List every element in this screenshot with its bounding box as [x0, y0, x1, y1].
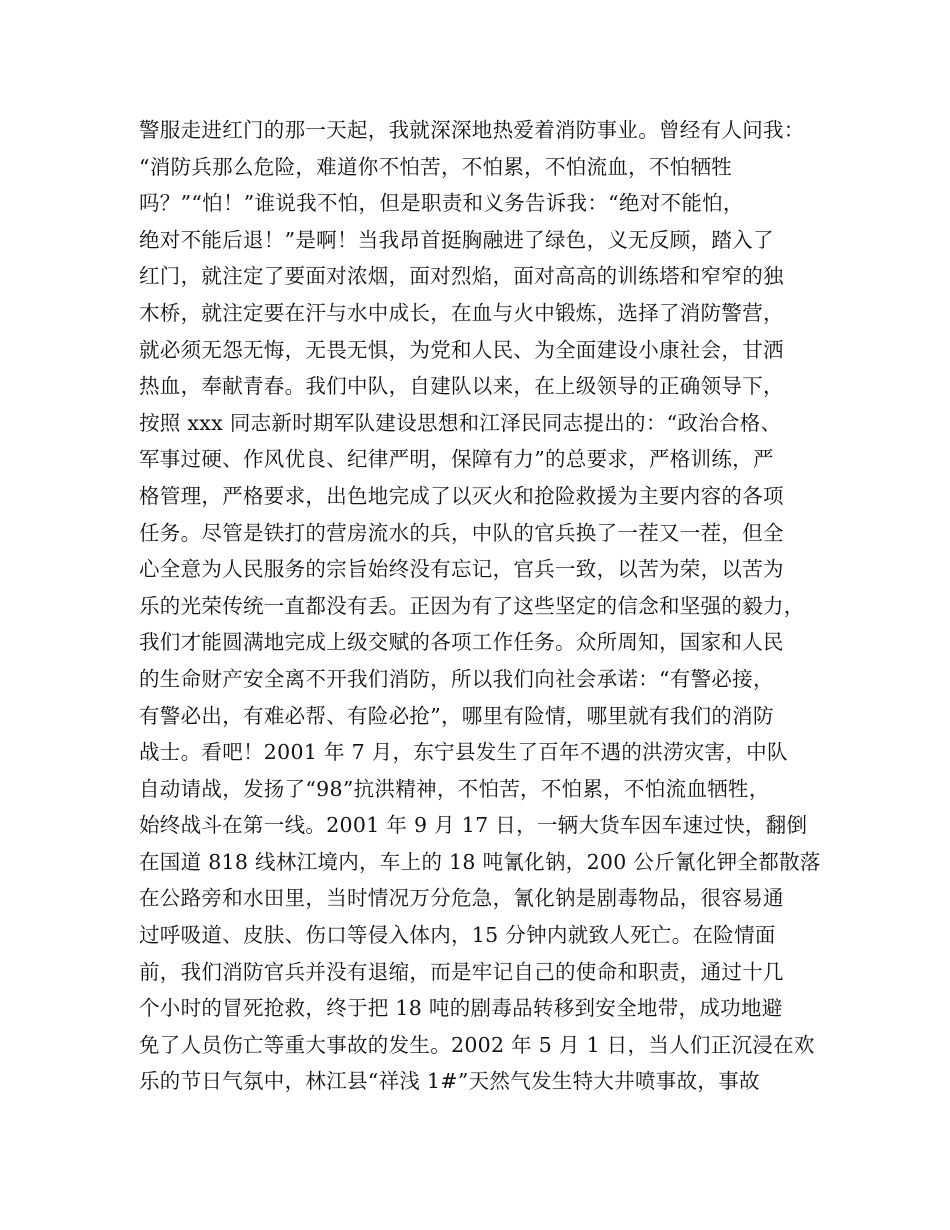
text-line: 按照 xxx 同志新时期军队建设思想和江泽民同志提出的：“政治合格、: [139, 410, 782, 435]
text-line: 始终战斗在第一线。2001 年 9 月 17 日，一辆大货车因车速过快，翻倒: [139, 813, 808, 838]
text-line: 格管理，严格要求，出色地完成了以灭火和抢险救援为主要内容的各项: [139, 483, 784, 508]
text-line: 在国道 818 线林江境内，车上的 18 吨氰化钠，200 公斤氰化钾全都散落: [139, 849, 821, 874]
text-line: 警服走进红门的那一天起，我就深深地热爱着消防事业。曾经有人问我：: [139, 118, 805, 142]
text-line: 有警必出，有难必帮、有险必抢”，哪里有险情，哪里就有我们的消防: [139, 703, 774, 728]
text-line: 乐的光荣传统一直都没有丢。正因为有了这些坚定的信念和坚强的毅力，: [139, 593, 805, 618]
text-line: 热血，奉献青春。我们中队，自建队以来，在上级领导的正确领导下，: [139, 374, 784, 399]
text-line: 军事过硬、作风优良、纪律严明，保障有力”的总要求，严格训练，严: [139, 447, 774, 472]
text-line: 过呼吸道、皮肤、伤口等侵入体内，15 分钟内就致人死亡。在险情面: [139, 923, 776, 948]
text-line: 自动请战，发扬了“98”抗洪精神，不怕苦，不怕累，不怕流血牺牲，: [139, 776, 770, 801]
text-line: 就必须无怨无悔，无畏无惧，为党和人民、为全面建设小康社会，甘洒: [139, 337, 784, 362]
text-line: 红门，就注定了要面对浓烟，面对烈焰，面对高高的训练塔和窄窄的独: [139, 264, 784, 289]
text-line: 个小时的冒死抢救，终于把 18 吨的剧毒品转移到安全地带，成功地避: [139, 996, 783, 1021]
text-line: 的生命财产安全离不开我们消防，所以我们向社会承诺：“有警必接，: [139, 666, 774, 691]
text-line: 我们才能圆满地完成上级交赋的各项工作任务。众所周知，国家和人民: [139, 630, 784, 655]
text-line: 乐的节日气氛中，林江县“祥浅 1#”天然气发生特大井喷事故，事故: [139, 1069, 760, 1094]
text-line: 心全意为人民服务的宗旨始终没有忘记，官兵一致，以苦为荣，以苦为: [139, 557, 784, 582]
text-line: 任务。尽管是铁打的营房流水的兵，中队的官兵换了一茬又一茬，但全: [139, 520, 784, 545]
text-line: 免了人员伤亡等重大事故的发生。2002 年 5 月 1 日，当人们正沉浸在欢: [139, 1032, 815, 1057]
text-line: 吗？”“怕！”谁说我不怕，但是职责和义务告诉我：“绝对不能怕，: [139, 191, 744, 216]
text-line: 绝对不能后退！”是啊！当我昂首挺胸融进了绿色，义无反顾，踏入了: [139, 227, 774, 252]
text-line: “消防兵那么危险，难道你不怕苦，不怕累，不怕流血，不怕牺牲: [139, 154, 733, 179]
text-line: 木桥，就注定要在汗与水中成长，在血与火中锻炼，选择了消防警营，: [139, 300, 784, 325]
text-line: 前，我们消防官兵并没有退缩，而是牢记自己的使命和职责，通过十几: [139, 959, 784, 984]
text-line: 战士。看吧！2001 年 7 月，东宁县发生了百年不遇的洪涝灾害，中队: [139, 740, 788, 765]
text-line: 在公路旁和水田里，当时情况万分危急，氰化钠是剧毒物品，很容易通: [139, 886, 784, 911]
body-text: [139, 112, 839, 1100]
